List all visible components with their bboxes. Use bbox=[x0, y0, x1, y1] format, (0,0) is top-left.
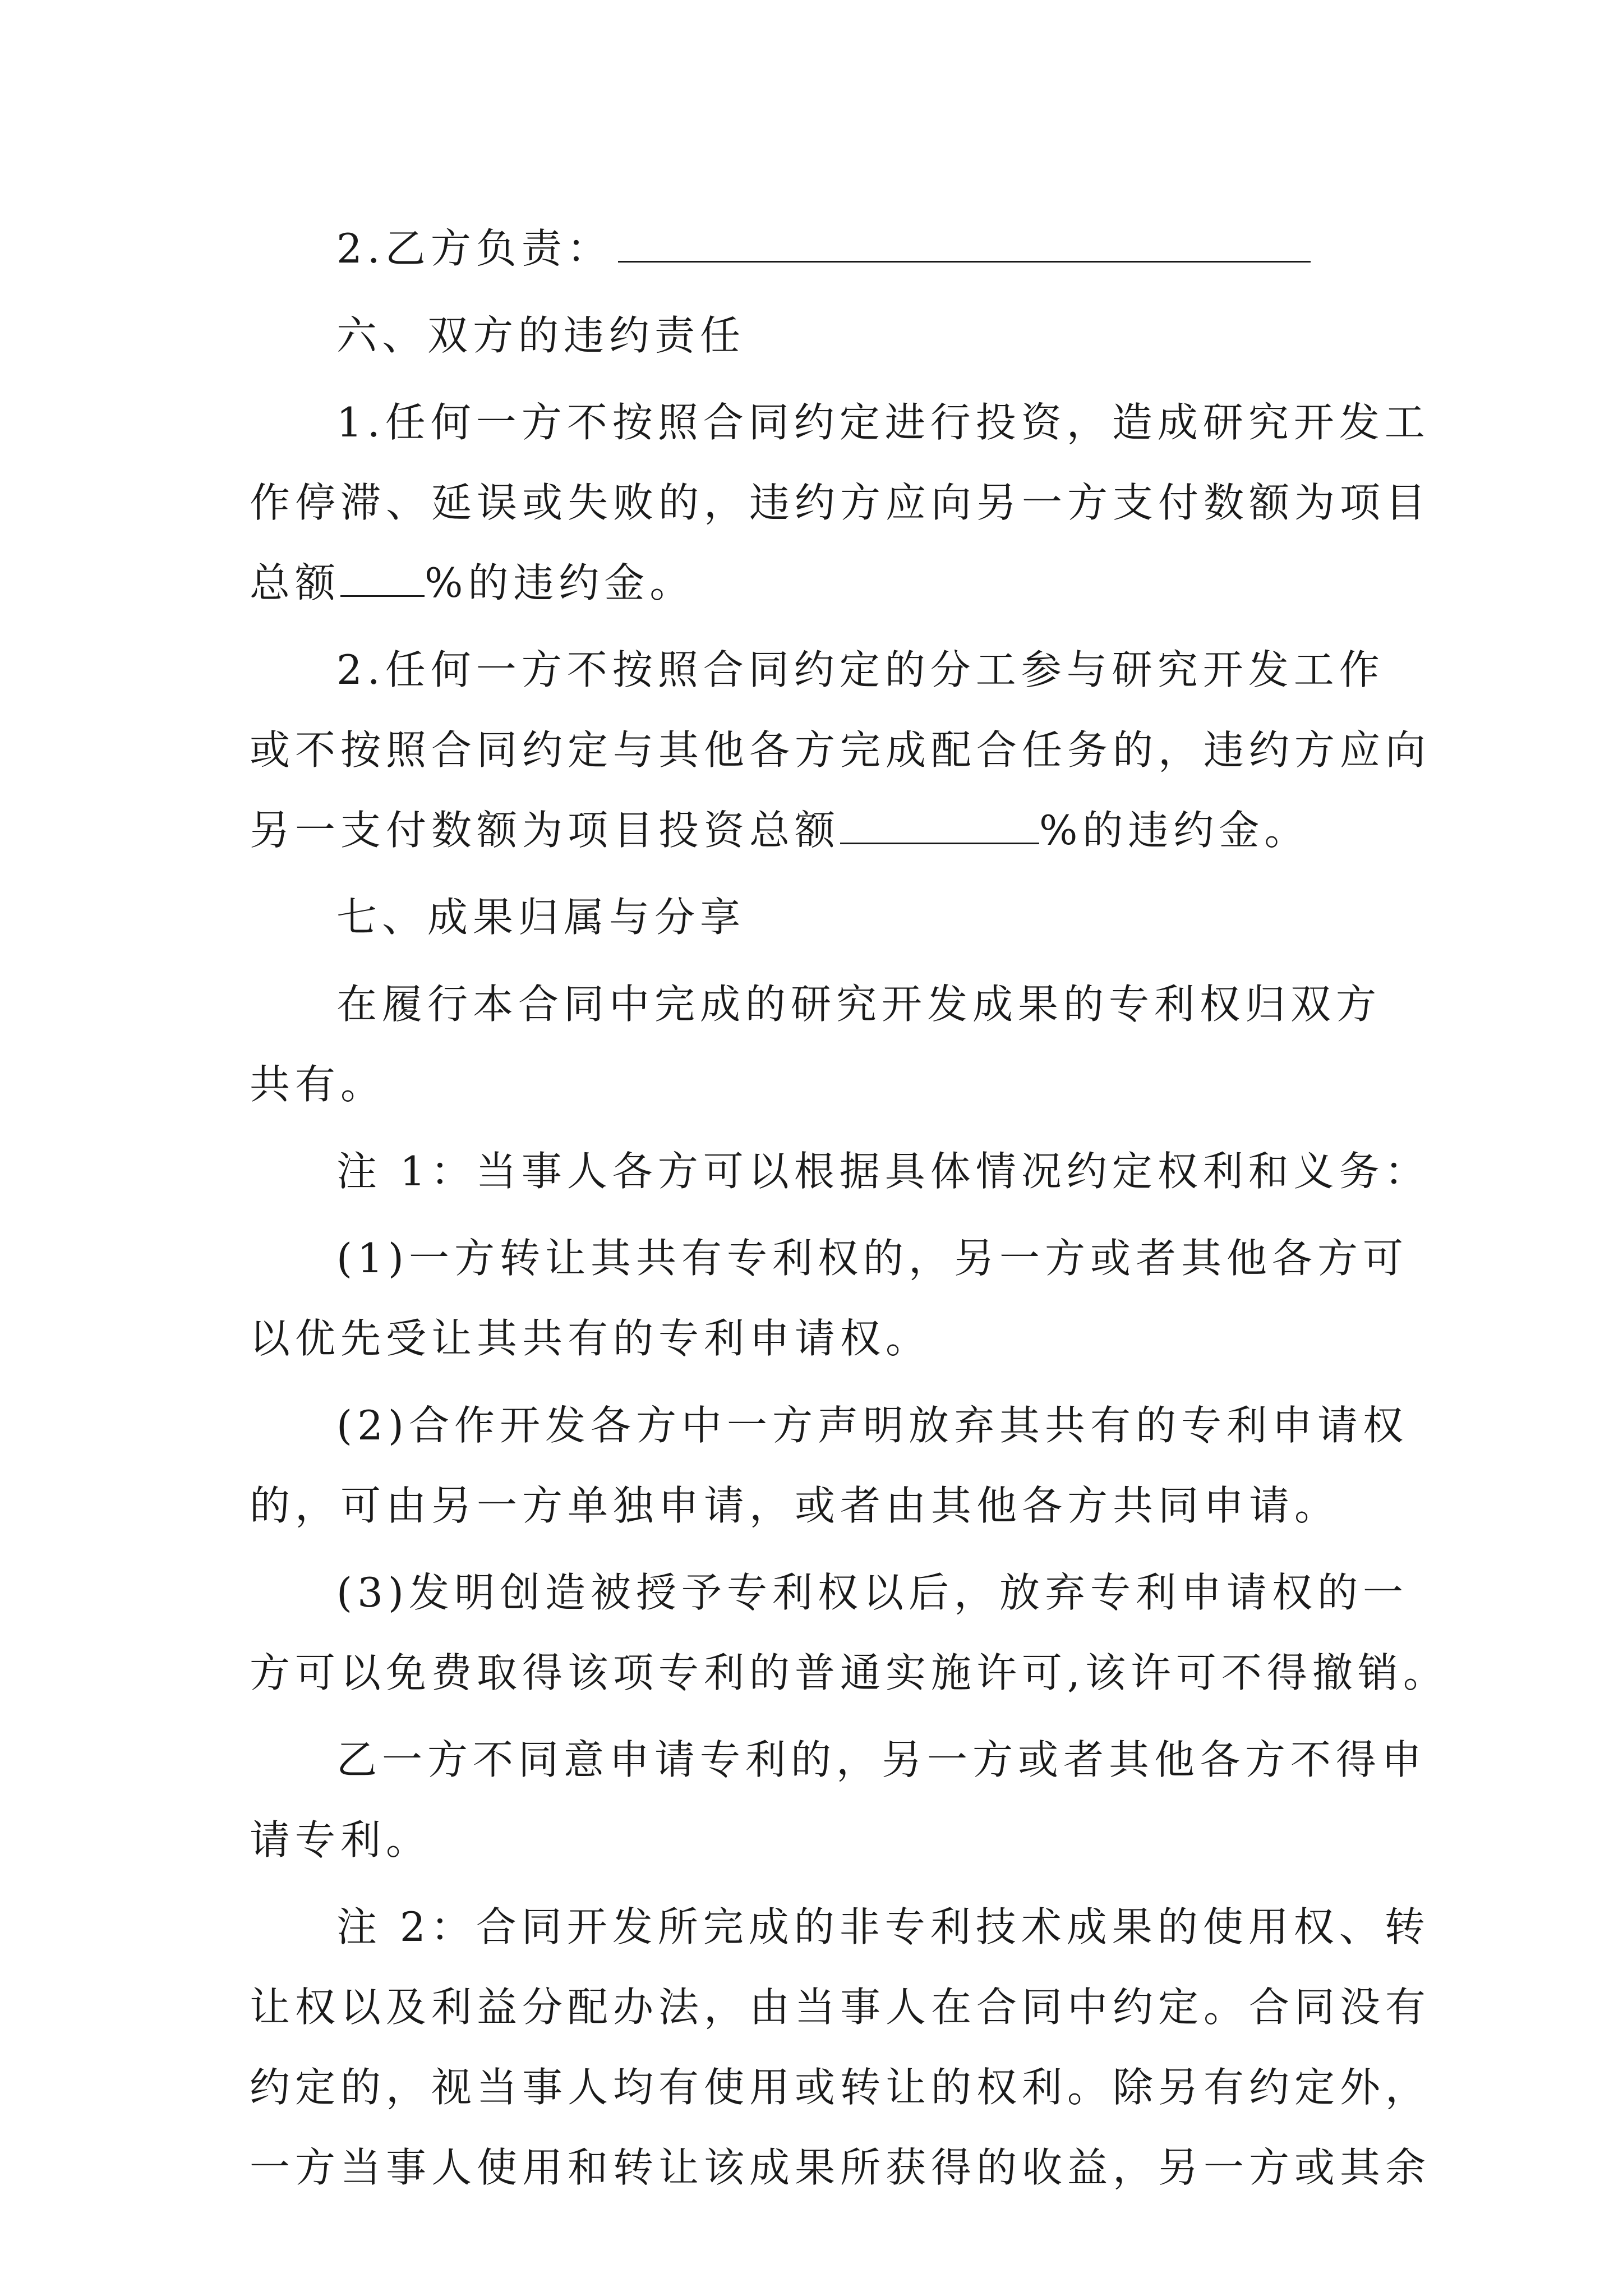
paragraph-line: 乙一方不同意申请专利的，另一方或者其他各方不得申 bbox=[336, 1736, 1427, 1783]
paragraph-line: 或不按照合同约定与其他各方完成配合任务的，违约方应向 bbox=[250, 726, 1431, 774]
fill-in-blank bbox=[618, 226, 1311, 263]
list-item-line: (1)一方转让其共有专利权的，另一方或者其他各方可 bbox=[336, 1235, 1408, 1282]
note-2-line: 让权以及利益分配办法，由当事人在合同中约定。合同没有 bbox=[250, 1984, 1431, 2031]
text-fragment: 总额 bbox=[250, 559, 341, 606]
list-item-line: 方可以免费取得该项专利的普通实施许可,该许可不得撤销。 bbox=[250, 1649, 1449, 1696]
document-page bbox=[250, 209, 1449, 2208]
paragraph-line: 请专利。 bbox=[250, 1816, 432, 1864]
text-fragment: %的违约金。 bbox=[425, 559, 695, 606]
paragraph-line: 共有。 bbox=[250, 1061, 386, 1108]
paragraph-line: 2.任何一方不按照合同约定的分工参与研究开发工作 bbox=[336, 646, 1385, 693]
text-fragment: 另一支付数额为项目投资总额 bbox=[250, 807, 841, 854]
paragraph-line bbox=[250, 543, 1385, 623]
list-item-line: (2)合作开发各方中一方声明放弃其共有的专利申请权 bbox=[336, 1402, 1408, 1449]
percent-blank bbox=[840, 808, 1039, 844]
note-1-line: 注 1：当事人各方可以根据具体情况约定权利和义务： bbox=[336, 1148, 1430, 1195]
list-item-line: 以优先受让其共有的专利申请权。 bbox=[250, 1315, 932, 1362]
paragraph-line: 作停滞、延误或失败的，违约方应向另一方支付数额为项目 bbox=[250, 479, 1431, 526]
text-fragment: %的违约金。 bbox=[1039, 807, 1310, 854]
list-item-line: (3)发明创造被授予专利权以后，放弃专利申请权的一 bbox=[336, 1569, 1408, 1616]
note-2-line: 注 2：合同开发所完成的非专利技术成果的使用权、转 bbox=[336, 1903, 1430, 1950]
section-6-heading: 六、双方的违约责任 bbox=[336, 312, 746, 359]
paragraph-line: 1.任何一方不按照合同约定进行投资，造成研究开发工 bbox=[336, 399, 1430, 446]
item-2-label: 2.乙方负责： bbox=[336, 225, 612, 272]
percent-blank bbox=[340, 560, 425, 597]
list-item-line: 的，可由另一方单独申请，或者由其他各方共同申请。 bbox=[250, 1482, 1340, 1529]
note-2-line: 约定的，视当事人均有使用或转让的权利。除另有约定外， bbox=[250, 2064, 1431, 2111]
item-2-party-b bbox=[250, 209, 1385, 289]
section-7-heading: 七、成果归属与分享 bbox=[336, 894, 746, 941]
note-2-line: 一方当事人使用和转让该成果所获得的收益，另一方或其余 bbox=[250, 2144, 1431, 2191]
paragraph-line: 在履行本合同中完成的研究开发成果的专利权归双方 bbox=[336, 981, 1382, 1028]
paragraph-line bbox=[250, 790, 1385, 871]
